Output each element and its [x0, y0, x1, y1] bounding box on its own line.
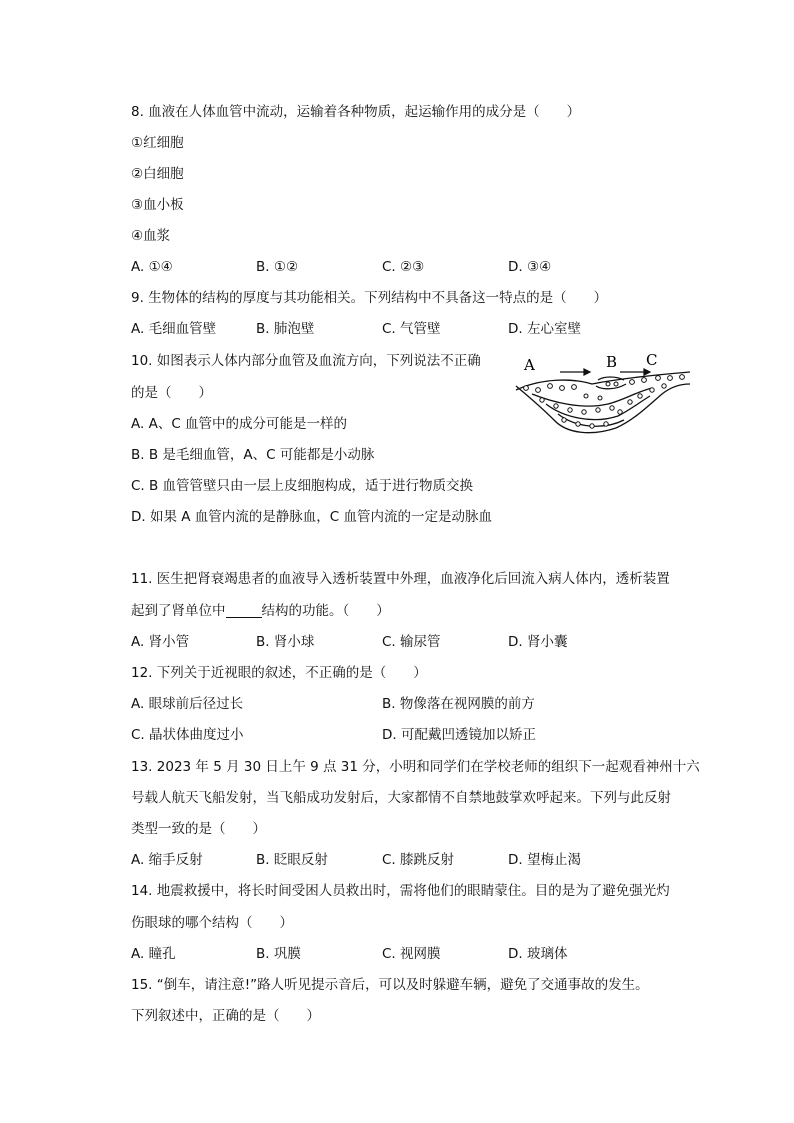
- figure-label-a: A: [524, 356, 535, 374]
- q13-option-b: B. 眨眼反射: [256, 852, 328, 868]
- q10-option-a: A. A、C 血管中的成分可能是一样的: [131, 416, 348, 432]
- q8-option-a: A. ①④: [131, 259, 173, 275]
- blood-vessel-figure: [512, 350, 694, 442]
- q14-option-d: D. 玻璃体: [508, 946, 568, 962]
- q13-stem-line2: 号载人航天飞船发射，当飞船成功发射后，大家都情不自禁地鼓掌欢呼起来。下列与此反射: [131, 790, 671, 806]
- q11-stem-line2: [131, 601, 390, 621]
- q12-option-d: D. 可配戴凹透镜加以矫正: [382, 727, 536, 743]
- answer-blank: [226, 603, 262, 618]
- q15-stem-line1: 15. “倒车，请注意!”路人听见提示音后，可以及时躲避车辆，避免了交通事故的发生。: [131, 977, 649, 993]
- q8-option-b: B. ①②: [256, 259, 299, 275]
- q11-stem-line2-end: 结构的功能。（ ）: [261, 603, 390, 619]
- q9-option-a: A. 毛细血管壁: [131, 321, 217, 337]
- q14-option-c: C. 视网膜: [382, 946, 441, 962]
- q13-option-d: D. 望梅止渴: [508, 852, 581, 868]
- q8-item-3: ③血小板: [131, 197, 184, 213]
- q12-option-c: C. 晶状体曲度过小: [131, 727, 244, 743]
- q12-option-b: B. 物像落在视网膜的前方: [382, 696, 535, 712]
- q13-stem-line3: 类型一致的是（ ）: [131, 821, 266, 837]
- q12-option-a: A. 眼球前后径过长: [131, 696, 244, 712]
- q8-option-d: D. ③④: [508, 259, 552, 275]
- q11-option-b: B. 肾小球: [256, 634, 315, 650]
- q8-item-4: ④血浆: [131, 228, 171, 244]
- q9-option-c: C. 气管壁: [382, 321, 441, 337]
- figure-label-c: C: [646, 351, 658, 369]
- q13-option-a: A. 缩手反射: [131, 852, 203, 868]
- q8-item-1: ①红细胞: [131, 135, 184, 151]
- q10-option-b: B. B 是毛细血管，A、C 可能都是小动脉: [131, 447, 375, 463]
- q8-stem: 8. 血液在人体血管中流动，运输着各种物质，起运输作用的成分是（ ）: [131, 104, 581, 120]
- q14-option-b: B. 巩膜: [256, 946, 301, 962]
- q11-option-d: D. 肾小囊: [508, 634, 568, 650]
- q11-stem-line1: 11. 医生把肾衰竭患者的血液导入透析装置中外理，血液净化后回流入病人体内，透析装置: [131, 571, 670, 587]
- q10-option-c: C. B 血管管壁只由一层上皮细胞构成，适于进行物质交换: [131, 478, 474, 494]
- q11-option-a: A. 肾小管: [131, 634, 190, 650]
- figure-label-b: B: [606, 353, 618, 371]
- q10-option-d: D. 如果 A 血管内流的是静脉血，C 血管内流的一定是动脉血: [131, 509, 493, 525]
- q9-option-d: D. 左心室壁: [508, 321, 581, 337]
- q10-stem-line2: 的是（ ）: [131, 385, 212, 401]
- q15-stem-line2: 下列叙述中，正确的是（ ）: [131, 1008, 320, 1024]
- q8-item-2: ②白细胞: [131, 166, 184, 182]
- q9-stem: 9. 生物体的结构的厚度与其功能相关。下列结构中不具备这一特点的是（ ）: [131, 290, 608, 306]
- q14-option-a: A. 瞳孔: [131, 946, 176, 962]
- q13-option-c: C. 膝跳反射: [382, 852, 455, 868]
- q13-stem-line1: 13. 2023 年 5 月 30 日上午 9 点 31 分，小明和同学们在学校老师的组织下一起观看神州十六: [131, 759, 700, 775]
- q14-stem-line2: 伤眼球的哪个结构（ ）: [131, 915, 293, 931]
- q12-stem: 12. 下列关于近视眼的叙述，不正确的是（ ）: [131, 665, 427, 681]
- q11-option-c: C. 输尿管: [382, 634, 441, 650]
- flow-arrows-icon: [560, 369, 650, 375]
- q14-stem-line1: 14. 地震救援中，将长时间受困人员救出时，需将他们的眼睛蒙住。目的是为了避免强光灼: [131, 883, 670, 899]
- q11-stem-line2-start: 起到了肾单位中: [131, 603, 226, 619]
- q9-option-b: B. 肺泡壁: [256, 321, 315, 337]
- q10-stem-line1: 10. 如图表示人体内部分血管及血流方向，下列说法不正确: [131, 353, 481, 369]
- q8-option-c: C. ②③: [382, 259, 425, 275]
